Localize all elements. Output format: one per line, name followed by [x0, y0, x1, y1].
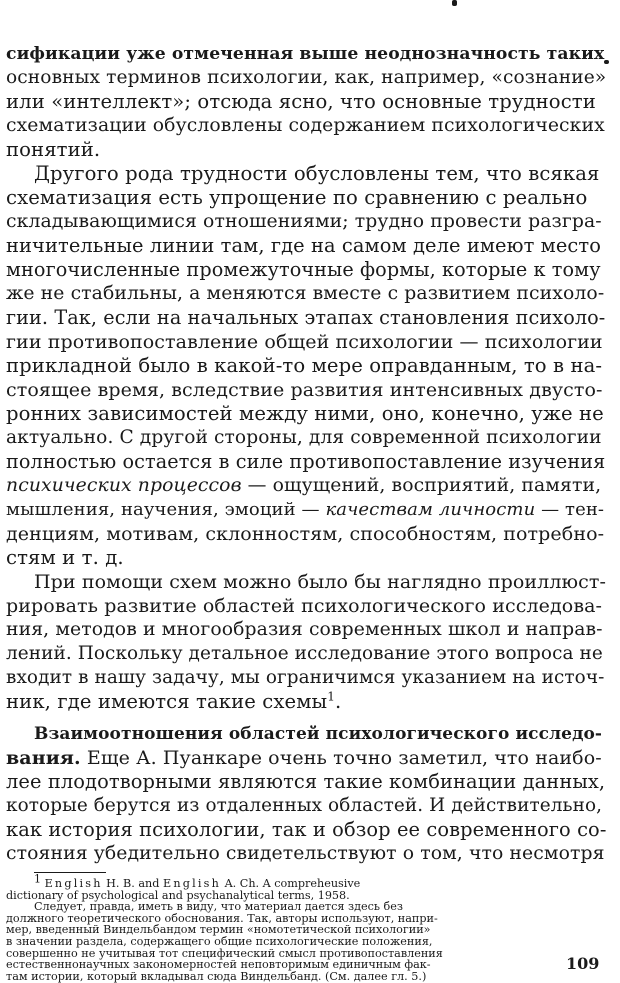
footnote-reference[interactable]: 1 — [327, 689, 335, 704]
text-line: гии. Так, если на начальных этапах становления психоло- — [6, 306, 606, 329]
footnote-line: мер, введенный Виндельбандом термин «номотетической психологии» — [6, 923, 431, 937]
author-name: English — [162, 877, 222, 890]
text-line: стояния убедительно свидетельствуют о том, что несмотря — [6, 843, 605, 864]
text-line — [6, 474, 606, 498]
text-line: схематизации обусловлены содержанием психологических — [6, 115, 605, 136]
text-line: понятий. — [6, 138, 101, 161]
text-line — [6, 746, 606, 770]
text-run: — ощущений, восприятий, памяти, — [241, 475, 602, 496]
text-line: как история психологии, так и обзор ее современного со- — [6, 818, 607, 841]
footnote-marker: 1 — [34, 872, 41, 886]
text-run: A. Ch. A compreheusive — [221, 877, 361, 890]
footnote-line: в значении раздела, содержащего общие психологические положения, — [6, 935, 433, 948]
text-line: многочисленные промежуточные формы, которые к тому — [6, 258, 601, 281]
text-line: входит в нашу задачу, мы ограничимся указанием на источ- — [6, 667, 605, 688]
footnote-line: dictionary of psychological and psychanalytical terms, 1958. — [6, 888, 350, 902]
footnote-line: совершенно не учитывая тот специфический смысл противопоставления — [6, 946, 443, 960]
text-run: мышления, научения, эмоций — — [6, 499, 326, 520]
text-line: прикладной было в какой-то мере оправданным, то в на- — [6, 354, 603, 377]
text-line — [6, 498, 606, 522]
text-line: ния, методов и многообразия современных школ и направ- — [6, 619, 603, 640]
text-line: складывающимися отношениями; трудно провести разгра- — [6, 211, 602, 232]
text-line: При помощи схем можно было бы наглядно проиллюст- — [34, 571, 607, 593]
text-line: гии противопоставление общей психологии — психологии — [6, 331, 603, 353]
text-line: Другого рода трудности обусловлены тем, что всякая — [34, 162, 600, 185]
section-heading: вания. — [6, 747, 81, 769]
text-line: стям и т. д. — [6, 546, 124, 569]
text-line: актуально. С другой стороны, для современной психологии — [6, 427, 602, 448]
text-line: рировать развитие областей психологического исследова- — [6, 595, 603, 617]
text-line: которые берутся из отдаленных областей. И действительно, — [6, 795, 603, 816]
text-line: лее плодотворными являются такие комбинации данных, — [6, 770, 606, 793]
page-number: 109 — [566, 954, 600, 973]
author-name: English — [44, 877, 103, 890]
text-run: ник, где имеются такие схемы — [6, 690, 328, 713]
italic-term: качествам личности — [325, 499, 536, 520]
footnote-line: Следует, правда, иметь в виду, что материал дается здесь без — [34, 900, 403, 914]
text-line: схематизация есть упрощение по сравнению с реально — [6, 186, 588, 209]
print-mark — [452, 0, 457, 6]
text-line: денциям, мотивам, склонностям, способностям, потребно- — [6, 523, 605, 545]
text-line: сификации уже отмеченная выше неоднозначность таких — [6, 44, 605, 64]
text-run: — тен- — [535, 499, 605, 520]
text-line: же не стабильны, а меняются вместе с развитием психоло- — [6, 283, 605, 304]
text-line: лений. Поскольку детальное исследование этого вопроса не — [6, 643, 603, 664]
footnote-line — [34, 872, 612, 890]
text-line: полностью остается в силе противопоставление изучения — [6, 450, 606, 473]
text-line: стоящее время, вследствие развития интенсивных двусто- — [6, 379, 603, 401]
text-line: или «интеллект»; отсюда ясно, что основные трудности — [6, 90, 596, 113]
text-run: H. B. and — [102, 877, 163, 890]
text-run: Еще А. Пуанкаре очень точно заметил, что наибо- — [80, 747, 602, 769]
text-line: ничительные линии там, где на самом деле имеют место — [6, 234, 601, 257]
section-heading: Взаимоотношения областей психологического исследо- — [34, 724, 603, 744]
italic-term: психических процессов — [6, 475, 242, 496]
footnote-rule — [34, 872, 106, 873]
text-line: ронних зависимостей между ними, оно, конечно, уже не — [6, 402, 604, 425]
footnote-line: естественнонаучных закономерностей неповторимым единичным фак- — [6, 958, 431, 972]
footnote-line: там истории, который вкладывал сюда Виндельбанд. (См. далее гл. 5.) — [6, 969, 427, 983]
footnote-line: должного теоретического обоснования. Так, авторы используют, напри- — [6, 911, 438, 925]
text-line: основных терминов психологии, как, например, «сознание» — [6, 67, 607, 88]
text-run: . — [335, 690, 342, 713]
text-line — [6, 690, 606, 714]
